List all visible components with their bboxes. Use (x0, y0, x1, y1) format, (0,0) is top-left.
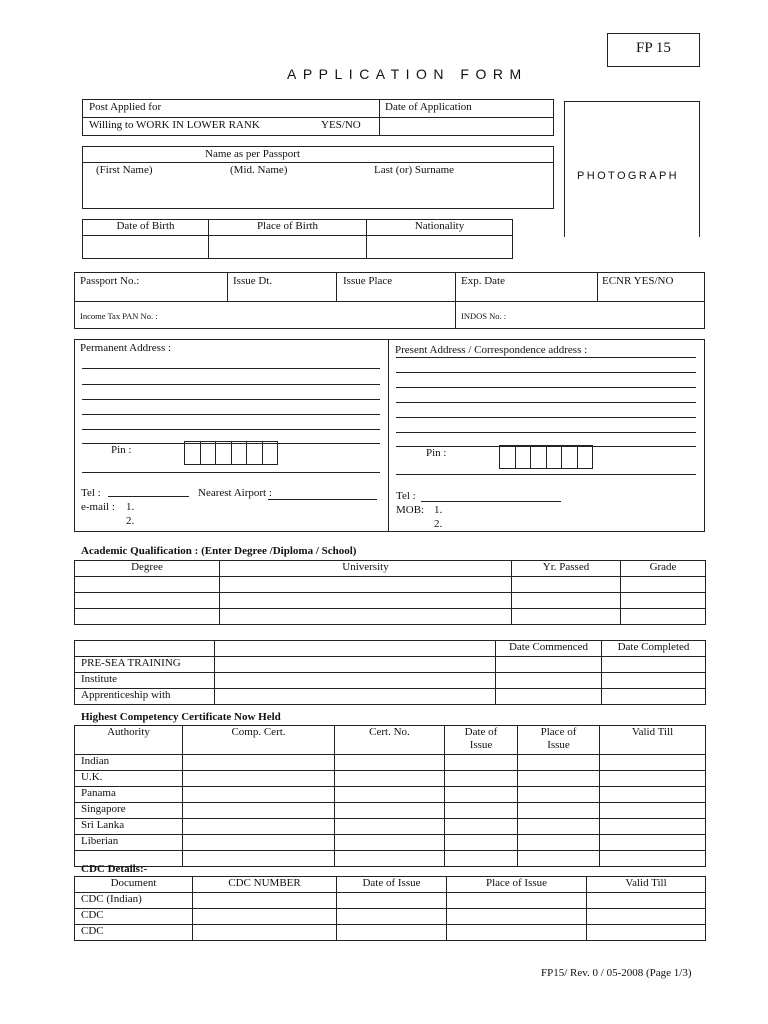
mob-line-1-label: 1. (434, 504, 443, 516)
willing-lower-rank-label: Willing to WORK IN LOWER RANK (89, 119, 260, 131)
post-applied-field[interactable] (220, 100, 378, 116)
table-row (75, 909, 706, 925)
table-row (75, 851, 706, 867)
training-row-label: PRE-SEA TRAINING (75, 657, 215, 673)
indos-label: INDOS No. : (461, 311, 507, 321)
ecnr-label: ECNR YES/NO (602, 275, 674, 287)
nationality-header: Nationality (367, 220, 513, 236)
competency-heading: Highest Competency Certificate Now Held (81, 711, 281, 723)
first-name-label: (First Name) (96, 164, 153, 176)
dob-field[interactable] (83, 236, 209, 259)
competency-header-valid-till: Valid Till (600, 726, 706, 755)
cdc-heading: CDC Details:- (81, 863, 148, 875)
table-row (75, 609, 706, 625)
training-table (74, 640, 706, 705)
cdc-header-place-of-issue: Place of Issue (447, 877, 587, 893)
date-commenced-header: Date Commenced (496, 641, 602, 657)
cdc-header-date-of-issue: Date of Issue (337, 877, 447, 893)
email-line-2-label: 2. (126, 515, 135, 527)
present-address-line[interactable] (396, 417, 696, 418)
competency-authority: Liberian (75, 835, 183, 851)
present-address-line[interactable] (396, 387, 696, 388)
pob-field[interactable] (209, 236, 367, 259)
competency-table (74, 725, 706, 867)
cdc-header-valid-till: Valid Till (587, 877, 706, 893)
academic-header-degree: Degree (75, 561, 220, 577)
passport-no-field[interactable] (75, 287, 226, 300)
academic-heading: Academic Qualification : (Enter Degree /Diploma / School) (81, 545, 357, 557)
date-completed-header: Date Completed (602, 641, 706, 657)
academic-header-university: University (220, 561, 512, 577)
email-label: e-mail : (81, 501, 115, 513)
competency-authority: Panama (75, 787, 183, 803)
photograph-label: PHOTOGRAPH (577, 170, 680, 182)
competency-header-authority: Authority (75, 726, 183, 755)
table-row (75, 925, 706, 941)
mob-line-2-label: 2. (434, 518, 443, 530)
table-row (75, 803, 706, 819)
present-address-line[interactable] (396, 357, 696, 358)
competency-header-cert-no: Cert. No. (335, 726, 445, 755)
email-line-1-label: 1. (126, 501, 135, 513)
permanent-address-line[interactable] (82, 429, 380, 430)
competency-header-comp-cert: Comp. Cert. (183, 726, 335, 755)
academic-header-year: Yr. Passed (512, 561, 621, 577)
form-code-box (607, 33, 700, 67)
table-row (75, 835, 706, 851)
cdc-document: CDC (Indian) (75, 893, 193, 909)
table-row (75, 755, 706, 771)
footer-revision: FP15/ Rev. 0 / 05-2008 (Page 1/3) (541, 967, 692, 979)
table-row (75, 593, 706, 609)
mob-label: MOB: (396, 504, 425, 516)
present-address-line[interactable] (396, 402, 696, 403)
photograph-area[interactable] (565, 102, 698, 236)
dob-header: Date of Birth (83, 220, 209, 236)
training-row-label: Institute (75, 673, 215, 689)
present-address-label: Present Address / Correspondence address : (395, 344, 588, 356)
page-title: APPLICATION FORM (287, 66, 528, 82)
table-row (75, 689, 706, 705)
permanent-tel-field[interactable] (108, 496, 189, 497)
competency-header-place-of-issue: Place of Issue (518, 726, 600, 755)
table-row (75, 657, 706, 673)
mid-name-label: (Mid. Name) (230, 164, 288, 176)
academic-header-grade: Grade (621, 561, 706, 577)
indos-field[interactable] (520, 302, 704, 328)
permanent-address-label: Permanent Address : (80, 342, 172, 354)
nearest-airport-label: Nearest Airport : (198, 487, 272, 499)
competency-authority: U.K. (75, 771, 183, 787)
nearest-airport-field[interactable] (268, 499, 377, 500)
form-code: FP 15 (636, 40, 671, 56)
date-of-application-label: Date of Application (385, 101, 472, 113)
pob-header: Place of Birth (209, 220, 367, 236)
exp-date-label: Exp. Date (461, 275, 505, 287)
permanent-address-line[interactable] (82, 414, 380, 415)
table-row (75, 819, 706, 835)
name-heading: Name as per Passport (205, 148, 301, 160)
competency-authority: Singapore (75, 803, 183, 819)
date-of-application-field[interactable] (380, 118, 553, 135)
training-row-label: Apprenticeship with (75, 689, 215, 705)
competency-header-date-of-issue: Date of Issue (445, 726, 518, 755)
permanent-tel-label: Tel : (81, 487, 101, 499)
competency-authority: Indian (75, 755, 183, 771)
present-address-line[interactable] (396, 372, 696, 373)
table-row (75, 787, 706, 803)
issue-place-label: Issue Place (343, 275, 393, 287)
permanent-pin-label: Pin : (111, 444, 132, 456)
cdc-table (74, 876, 706, 941)
permanent-pin-boxes[interactable] (184, 441, 278, 465)
present-pin-label: Pin : (426, 447, 447, 459)
permanent-address-line[interactable] (82, 368, 380, 369)
post-applied-label: Post Applied for (89, 101, 162, 113)
cdc-header-number: CDC NUMBER (193, 877, 337, 893)
cdc-document: CDC (75, 909, 193, 925)
surname-label: Last (or) Surname (374, 164, 455, 176)
present-pin-boxes[interactable] (499, 445, 593, 469)
present-tel-label: Tel : (396, 490, 416, 502)
permanent-address-line[interactable] (82, 399, 380, 400)
pan-field[interactable] (180, 302, 454, 328)
passport-no-label: Passport No.: (80, 275, 140, 287)
present-tel-field[interactable] (421, 501, 561, 502)
cdc-header-document: Document (75, 877, 193, 893)
willing-yes-no: YES/NO (321, 119, 361, 131)
pan-label: Income Tax PAN No. : (80, 311, 158, 321)
competency-authority: Sri Lanka (75, 819, 183, 835)
nationality-field[interactable] (367, 236, 513, 259)
table-row (75, 771, 706, 787)
table-row (75, 577, 706, 593)
cdc-document: CDC (75, 925, 193, 941)
birth-table (82, 219, 513, 259)
permanent-address-line[interactable] (82, 384, 380, 385)
issue-date-label: Issue Dt. (233, 275, 273, 287)
table-row (75, 673, 706, 689)
name-field[interactable] (83, 180, 553, 208)
present-address-line[interactable] (396, 432, 696, 433)
academic-table (74, 560, 706, 625)
table-row (75, 893, 706, 909)
